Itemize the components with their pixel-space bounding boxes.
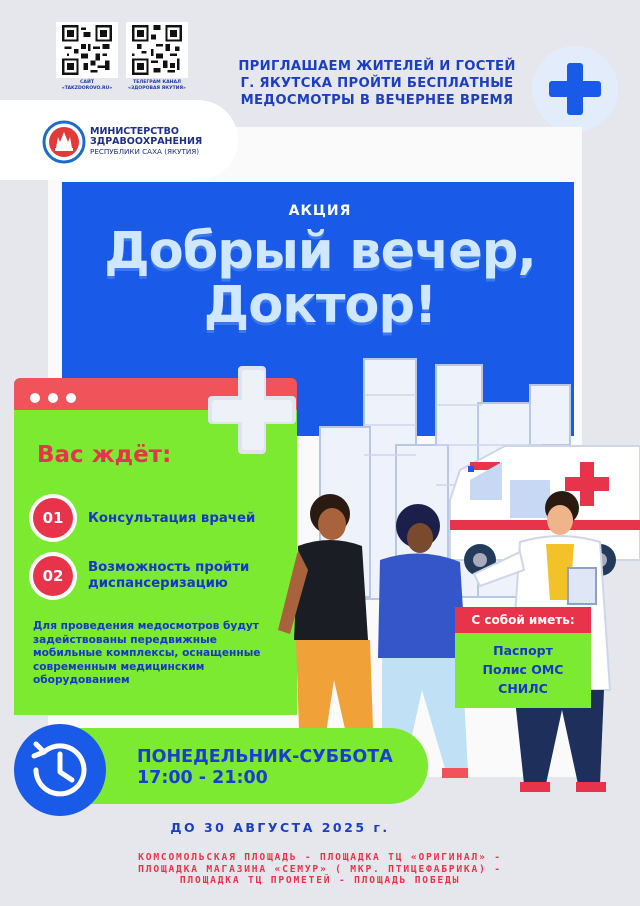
ministry-name: МИНИСТЕРСТВО ЗДРАВООХРАНЕНИЯ РЕСПУБЛИКИ САХА (ЯКУТИЯ): [90, 126, 203, 156]
qr-telegram[interactable]: [126, 22, 188, 92]
bring-item: СНИЛС: [498, 681, 548, 696]
clock-badge: [14, 724, 106, 816]
deadline: ДО 30 АВГУСТА 2025 г.: [170, 820, 390, 835]
offer-heading: Вас ждёт:: [37, 442, 172, 468]
promo-title: Добрый вечер, Доктор!: [104, 222, 536, 335]
item-number: 02: [33, 556, 73, 596]
ministry-emblem-icon: [42, 120, 86, 164]
bring-item: Паспорт: [493, 643, 553, 658]
item-number: 01: [33, 498, 73, 538]
offer-item: Консультация врачей: [88, 511, 256, 526]
clock-icon: [14, 724, 106, 816]
card-dot: [30, 393, 40, 403]
locations: КОМСОМОЛЬСКАЯ ПЛОЩАДЬ - ПЛОЩАДКА ТЦ «ОРИГИНАЛ» - ПЛОЩАДКА МАГАЗИНА «СЕМУР» ( МКР. ПТИЦЕФАБРИКА) - ПЛОЩАДКА ТЦ ПРОМЕТЕЙ - ПЛОЩАДЬ ПОБЕДЫ: [138, 852, 502, 887]
qr-code-icon: [126, 22, 188, 78]
schedule-hours: 17:00 - 21:00: [137, 768, 268, 788]
plus-icon: [532, 46, 618, 132]
qr-caption: САЙТ «TAKZDOROVO.RU»: [61, 80, 113, 91]
schedule-days: ПОНЕДЕЛЬНИК-СУББОТА: [137, 747, 393, 767]
offer-item: Возможность пройти диспансеризацию: [88, 560, 250, 591]
qr-site[interactable]: [56, 22, 118, 92]
bring-heading: С собой иметь:: [455, 607, 591, 633]
promo-label: АКЦИЯ: [288, 203, 352, 219]
bring-item: Полис ОМС: [482, 662, 564, 677]
plus-badge: [532, 46, 618, 132]
qr-caption: ТЕЛЕГРАМ КАНАЛ «ЗДОРОВАЯ ЯКУТИЯ»: [127, 80, 186, 91]
card-dot: [48, 393, 58, 403]
card-dot: [66, 393, 76, 403]
offer-description: Для проведения медосмотров будут задействованы передвижные мобильные комплексы, оснащенные современным медицинским оборудованием: [33, 620, 261, 687]
qr-code-icon: [56, 22, 118, 78]
invite-heading: ПРИГЛАШАЕМ ЖИТЕЛЕЙ И ГОСТЕЙ Г. ЯКУТСКА ПРОЙТИ БЕСПЛАТНЫЕ МЕДОСМОТРЫ В ВЕЧЕРНЕЕ ВРЕМЯ: [238, 59, 516, 108]
plus-icon: [204, 362, 300, 458]
